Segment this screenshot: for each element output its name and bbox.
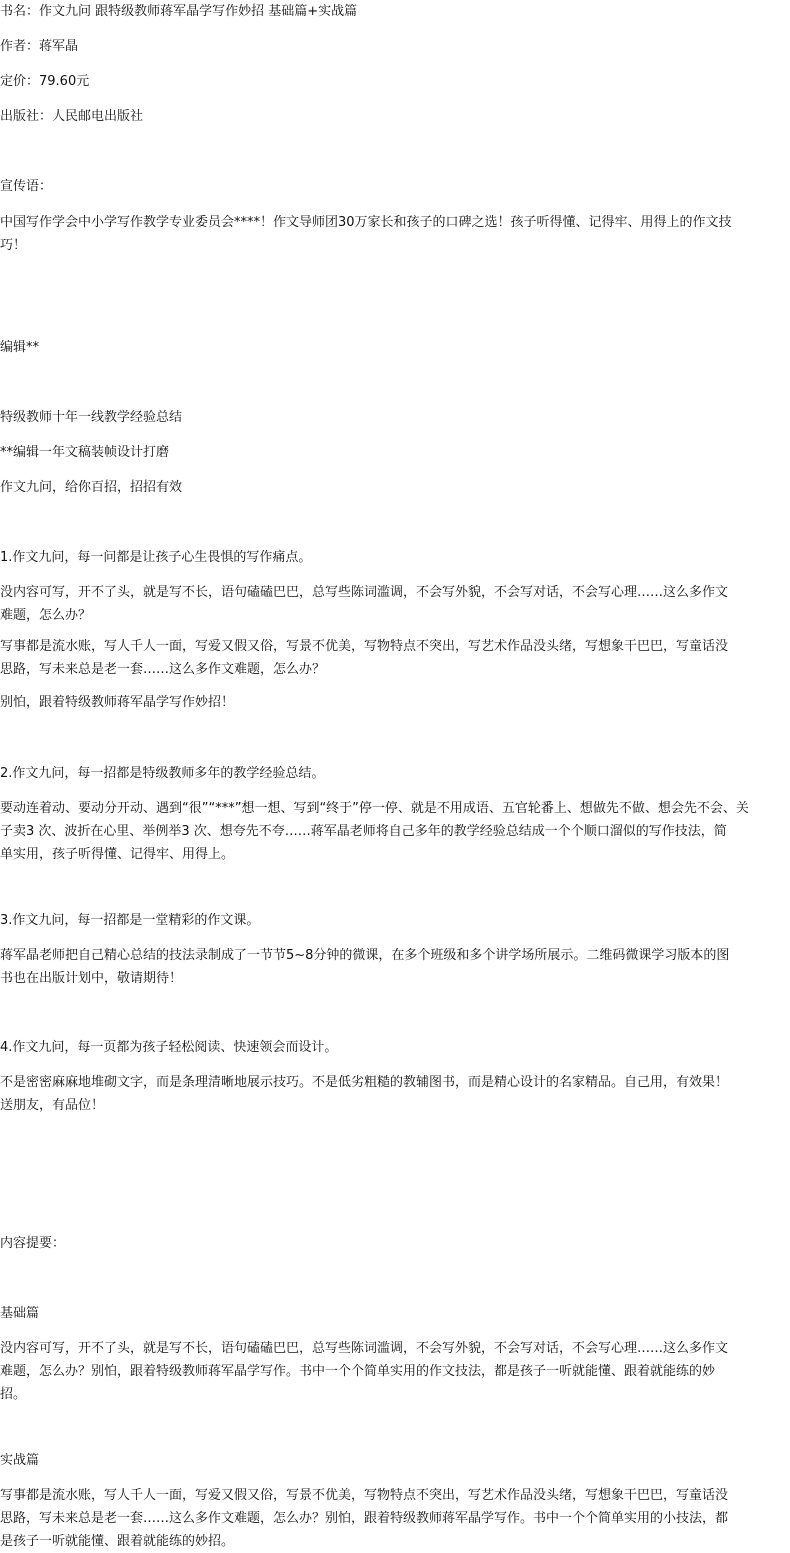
book-author: 作者：蒋军晶 xyxy=(0,39,79,54)
paragraph-line: 书也在出版计划中，敬请期待！ xyxy=(0,971,183,986)
slogan-text xyxy=(0,211,788,257)
section-paragraph xyxy=(0,1071,788,1117)
section-paragraph xyxy=(0,581,788,627)
editor-point: **编辑一年文稿装帧设计打磨 xyxy=(0,445,170,460)
practice-paragraph xyxy=(0,1484,788,1553)
paragraph-line: 蒋军晶老师把自己精心总结的技法录制成了一节节5~8分钟的微课，在多个班级和多个讲学场所展示。二维码微课学习版本的图 xyxy=(0,948,730,963)
paragraph-line: 子卖3 次、波折在心里、举例举3 次、想夸先不夸……蒋军晶老师将自己多年的教学经验总结成一个个顺口溜似的写作技法，简 xyxy=(0,824,727,839)
paragraph-line: 送朋友，有品位！ xyxy=(0,1098,105,1113)
section-paragraph xyxy=(0,944,788,990)
section-title: 1.作文九问，每一问都是让孩子心生畏惧的写作痛点。 xyxy=(0,550,312,565)
summary-heading: 内容提要： xyxy=(0,1236,66,1251)
book-publisher: 出版社：人民邮电出版社 xyxy=(0,109,144,124)
book-title: 书名：作文九问 跟特级教师蒋军晶学写作妙招 基础篇+实战篇 xyxy=(0,4,358,19)
section-paragraph xyxy=(0,635,788,681)
paragraph-line: 思路，写未来总是老一套……这么多作文难题，怎么办？别怕，跟着特级教师蒋军晶学写作。书中一个个简单实用的小技法，都 xyxy=(0,1511,729,1526)
paragraph-line: 难题，怎么办？别怕，跟着特级教师蒋军晶学写作。书中一个个简单实用的作文技法，都是孩子一听就能懂、跟着就能练的妙 xyxy=(0,1364,716,1379)
paragraph-line: 难题，怎么办？ xyxy=(0,608,92,623)
basic-paragraph xyxy=(0,1337,788,1406)
section-title: 3.作文九问，每一招都是一堂精彩的作文课。 xyxy=(0,913,260,928)
section-paragraph xyxy=(0,797,788,866)
section-title: 4.作文九问，每一页都为孩子轻松阅读、快速领会而设计。 xyxy=(0,1040,338,1055)
book-price: 定价：79.60元 xyxy=(0,74,90,89)
practice-heading: 实战篇 xyxy=(0,1453,40,1468)
paragraph-line: 招。 xyxy=(0,1387,27,1402)
basic-heading: 基础篇 xyxy=(0,1306,40,1321)
slogan-line: 巧！ xyxy=(0,238,27,253)
slogan-line: 中国写作学会中小学写作教学专业委员会****！作文导师团30万家长和孩子的口碑之选！孩子听得懂、记得牢、用得上的作文技 xyxy=(0,215,732,230)
paragraph-line: 写事都是流水账，写人千人一面，写爱又假又俗，写景不优美，写物特点不突出，写艺术作品没头绪，写想象干巴巴，写童话没 xyxy=(0,1488,729,1503)
paragraph-line: 写事都是流水账，写人千人一面，写爱又假又俗，写景不优美，写物特点不突出，写艺术作品没头绪，写想象干巴巴，写童话没 xyxy=(0,639,729,654)
paragraph-line: 思路，写未来总是老一套……这么多作文难题，怎么办？ xyxy=(0,662,326,677)
paragraph-line: 是孩子一听就能懂、跟着就能练的妙招。 xyxy=(0,1534,235,1549)
paragraph-line: 不是密密麻麻地堆砌文字，而是条理清晰地展示技巧。不是低劣粗糙的教辅图书，而是精心设计的名家精品。自己用，有效果！ xyxy=(0,1075,729,1090)
paragraph-line: 要动连着动、要动分开动、遇到“很”“***”想一想、写到“终于”停一停、就是不用成语、五官轮番上、想做先不做、想会先不会、关 xyxy=(0,801,749,816)
section-title: 2.作文九问，每一招都是特级教师多年的教学经验总结。 xyxy=(0,766,325,781)
editor-point: 特级教师十年一线教学经验总结 xyxy=(0,410,183,425)
editor-heading: 编辑** xyxy=(0,340,40,355)
slogan-heading: 宣传语： xyxy=(0,179,53,194)
editor-point: 作文九问，给你百招，招招有效 xyxy=(0,480,183,495)
section-paragraph: 别怕，跟着特级教师蒋军晶学写作妙招！ xyxy=(0,695,235,710)
paragraph-line: 没内容可写，开不了头，就是写不长，语句磕磕巴巴，总写些陈词滥调，不会写外貌，不会写对话，不会写心理……这么多作文 xyxy=(0,585,729,600)
paragraph-line: 单实用，孩子听得懂、记得牢、用得上。 xyxy=(0,847,235,862)
paragraph-line: 没内容可写，开不了头，就是写不长，语句磕磕巴巴，总写些陈词滥调，不会写外貌，不会写对话，不会写心理……这么多作文 xyxy=(0,1341,729,1356)
